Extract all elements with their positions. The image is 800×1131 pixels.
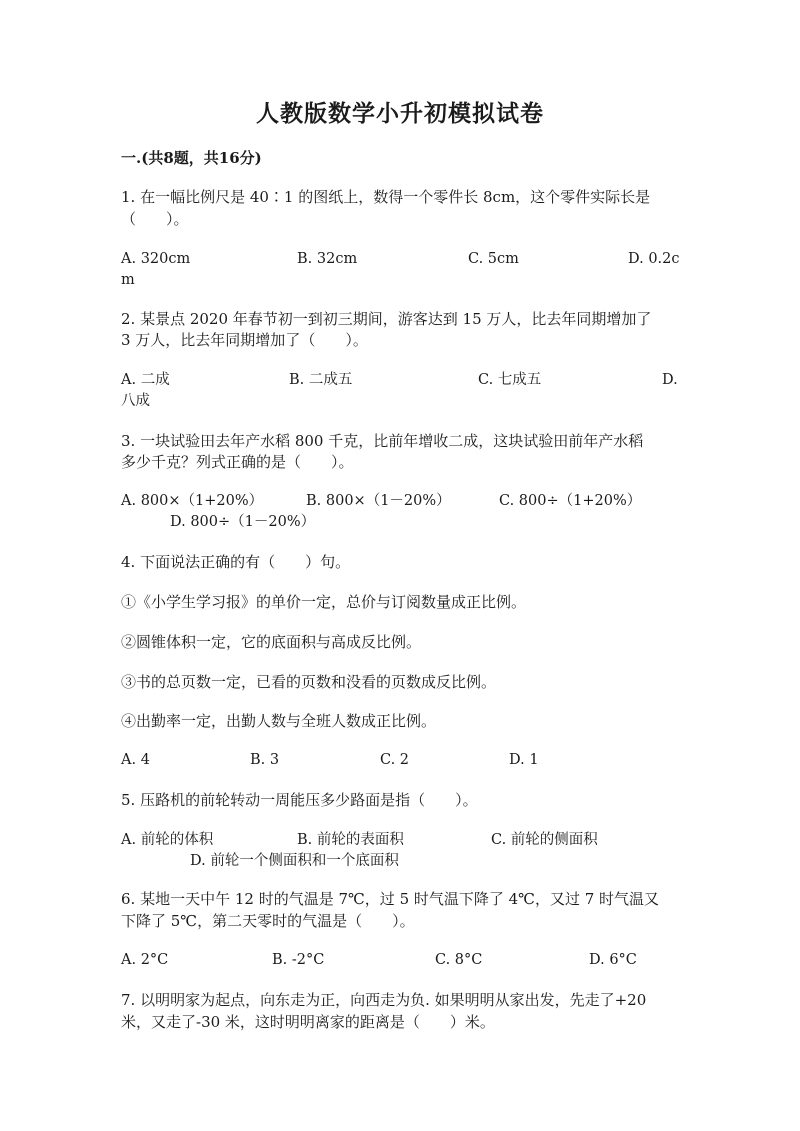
question-3-text-line-1: 3. 一块试验田去年产水稻 800 千克，比前年增收二成，这块试验田前年产水稻 xyxy=(121,432,644,450)
question-6-option-d: D. 6°C xyxy=(589,952,637,968)
page-title: 人教版数学小升初模拟试卷 xyxy=(256,100,544,127)
question-2-option-d-wrap: 八成 xyxy=(121,393,150,409)
question-7-text-line-2: 米，又走了-30 米，这时明明离家的距离是（ ）米。 xyxy=(121,1013,495,1031)
question-4-statement-2: ②圆锥体积一定，它的底面积与高成反比例。 xyxy=(121,633,422,651)
question-3-option-c: C. 800÷（1+20%） xyxy=(499,493,642,509)
question-6-option-a: A. 2°C xyxy=(121,952,169,968)
question-1-option-d: D. 0.2c xyxy=(628,251,680,267)
section-heading: 一.(共8题，共16分) xyxy=(121,149,262,167)
question-5-option-a: A. 前轮的体积 xyxy=(121,832,214,848)
question-4-statement-4: ④出勤率一定，出勤人数与全班人数成正比例。 xyxy=(121,712,437,730)
question-6-text-line-2: 下降了 5℃，第二天零时的气温是（ ）。 xyxy=(121,912,415,930)
question-6-option-c: C. 8°C xyxy=(435,952,483,968)
question-1-option-d-wrap: m xyxy=(121,272,135,288)
question-4-option-c: C. 2 xyxy=(380,752,410,768)
question-2-option-a: A. 二成 xyxy=(121,372,170,388)
question-4-option-d: D. 1 xyxy=(509,752,539,768)
question-2-text-line-2: 3 万人，比去年同期增加了（ ）。 xyxy=(121,331,368,349)
question-6-option-b: B. -2°C xyxy=(272,952,325,968)
question-7-text-line-1: 7. 以明明家为起点，向东走为正，向西走为负. 如果明明从家出发，先走了+20 xyxy=(121,991,647,1009)
question-1-text-line-2: （ ）。 xyxy=(121,210,189,228)
question-1-option-b: B. 32cm xyxy=(297,251,358,267)
question-5-option-d: D. 前轮一个侧面积和一个底面积 xyxy=(190,853,399,869)
question-5-option-c: C. 前轮的侧面积 xyxy=(491,832,598,848)
question-1-option-a: A. 320cm xyxy=(121,251,191,267)
question-1-text-line-1: 1. 在一幅比例尺是 40∶1 的图纸上，数得一个零件长 8cm，这个零件实际长是 xyxy=(121,188,651,206)
question-5-text: 5. 压路机的前轮转动一周能压多少路面是指（ ）。 xyxy=(121,791,478,809)
question-2-text-line-1: 2. 某景点 2020 年春节初一到初三期间，游客达到 15 万人，比去年同期增加了 xyxy=(121,310,652,328)
question-3-option-d: D. 800÷（1－20%） xyxy=(170,514,316,530)
question-2-option-b: B. 二成五 xyxy=(289,372,353,388)
question-5-option-b: B. 前轮的表面积 xyxy=(297,832,404,848)
question-2-option-c: C. 七成五 xyxy=(478,372,542,388)
question-4-text: 4. 下面说法正确的有（ ）句。 xyxy=(121,553,351,571)
question-4-option-a: A. 4 xyxy=(121,752,150,768)
question-1-option-c: C. 5cm xyxy=(468,251,519,267)
question-3-option-b: B. 800×（1－20%） xyxy=(306,493,451,509)
question-4-statement-3: ③书的总页数一定，已看的页数和没看的页数成反比例。 xyxy=(121,673,497,691)
question-6-text-line-1: 6. 某地一天中午 12 时的气温是 7℃，过 5 时气温下降了 4℃，又过 7 时气温又 xyxy=(121,890,660,908)
question-3-option-a: A. 800×（1+20%） xyxy=(121,493,264,509)
question-3-text-line-2: 多少千克？列式正确的是（ ）。 xyxy=(121,453,354,471)
question-4-option-b: B. 3 xyxy=(250,752,280,768)
question-2-option-d: D. xyxy=(662,372,678,388)
question-4-statement-1: ①《小学生学习报》的单价一定，总价与订阅数量成正比例。 xyxy=(121,593,527,611)
